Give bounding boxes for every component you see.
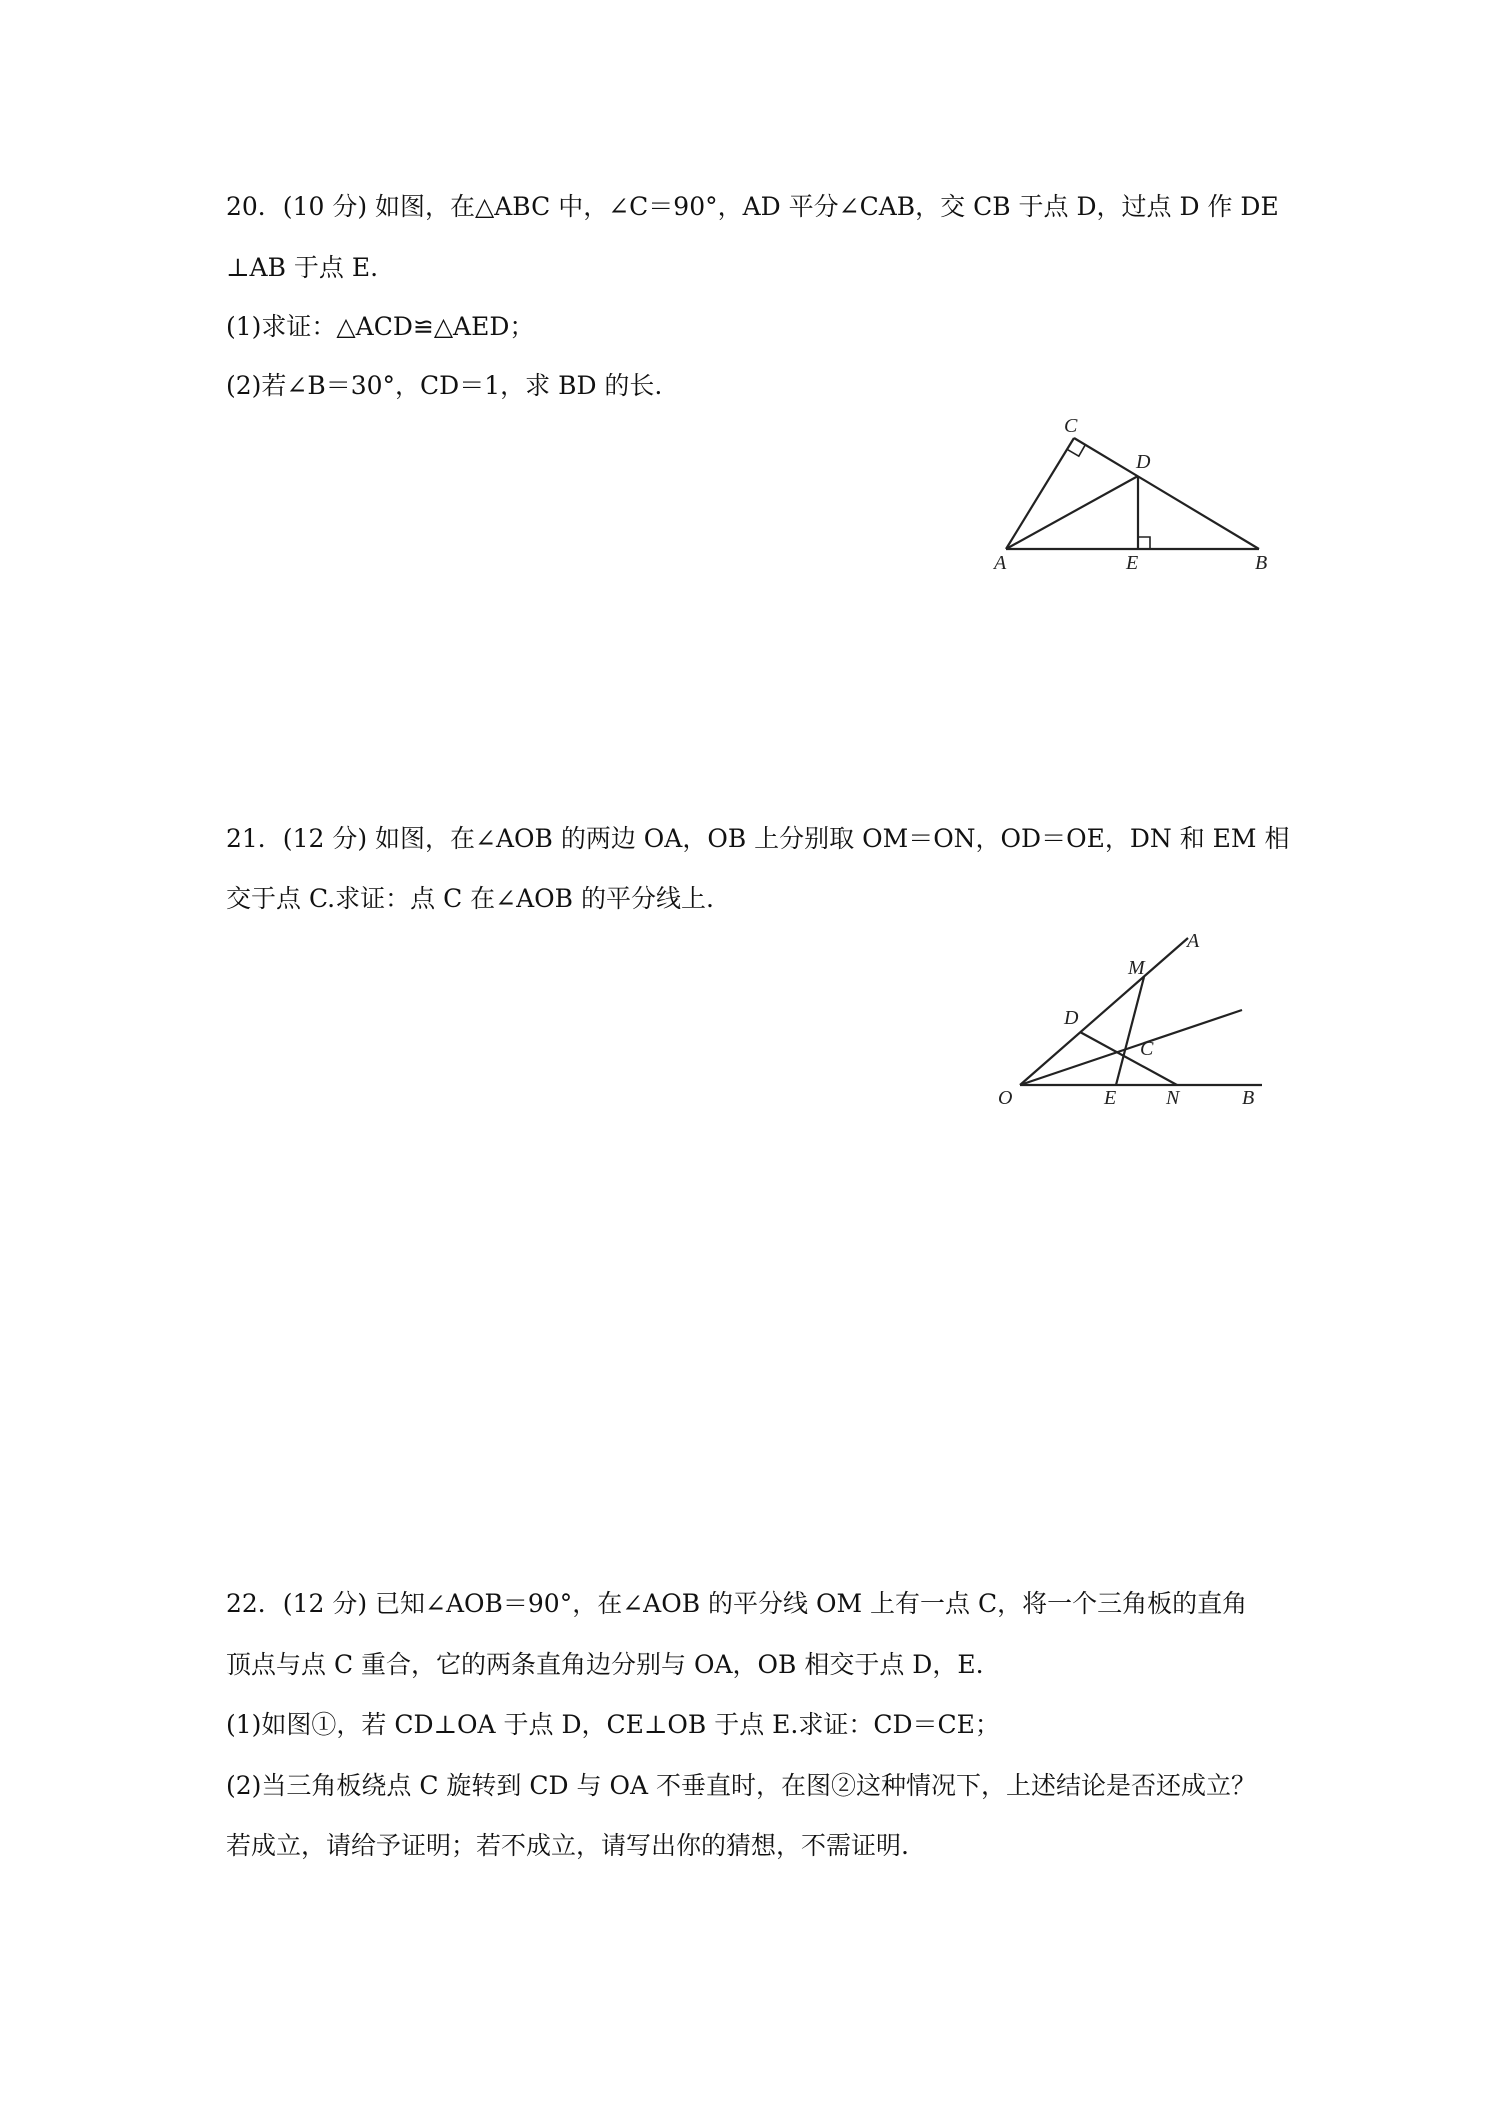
segment-AC [1006, 438, 1074, 549]
label-A: A [994, 552, 1007, 574]
label-B: B [1255, 552, 1268, 574]
label-N: N [1166, 1087, 1180, 1109]
label-O: O [998, 1087, 1013, 1109]
label-B: B [1242, 1087, 1255, 1109]
segment-EM [1116, 977, 1144, 1085]
label-D: D [1136, 451, 1151, 473]
label-D: D [1064, 1007, 1079, 1029]
q21-angle-figure [995, 920, 1280, 1110]
q21-text-line2: 交于点 C.求证：点 C 在∠AOB 的平分线上. [226, 884, 714, 913]
q20-text-line1: 20．(10 分) 如图，在△ABC 中，∠C＝90°，AD 平分∠CAB，交 CB 于点 D，过点 D 作 DE [226, 192, 1279, 221]
label-C: C [1140, 1038, 1154, 1060]
q20-part2: (2)若∠B＝30°，CD＝1，求 BD 的长. [226, 371, 663, 400]
q20-triangle-figure [980, 405, 1270, 585]
q20-part1: (1)求证：△ACD≌△AED； [226, 312, 535, 341]
ray-OA [1020, 938, 1188, 1085]
q21-text-line1: 21．(12 分) 如图，在∠AOB 的两边 OA，OB 上分别取 OM＝ON，OD＝OE，DN 和 EM 相 [226, 824, 1290, 853]
segment-AD [1006, 476, 1138, 549]
label-C: C [1064, 415, 1078, 437]
bisector-ray [1020, 1010, 1242, 1085]
label-M: M [1128, 957, 1145, 979]
q22-text-line1: 22．(12 分) 已知∠AOB＝90°，在∠AOB 的平分线 OM 上有一点 C，将一个三角板的直角 [226, 1589, 1248, 1618]
segment-CB [1074, 438, 1259, 549]
q22-part3: 若成立，请给予证明；若不成立，请写出你的猜想，不需证明. [226, 1831, 909, 1860]
q20-text-line2: ⊥AB 于点 E. [226, 253, 379, 282]
right-angle-mark-C [1068, 445, 1085, 456]
q22-part2: (2)当三角板绕点 C 旋转到 CD 与 OA 不垂直时，在图②这种情况下，上述结论是否还成立？ [226, 1771, 1256, 1800]
label-E: E [1104, 1087, 1117, 1109]
right-angle-mark-E [1138, 537, 1150, 549]
q22-text-line2: 顶点与点 C 重合，它的两条直角边分别与 OA，OB 相交于点 D，E. [226, 1650, 984, 1679]
label-A: A [1187, 930, 1200, 952]
label-E: E [1126, 552, 1139, 574]
q22-part1: (1)如图①，若 CD⊥OA 于点 D，CE⊥OB 于点 E.求证：CD＝CE； [226, 1710, 1000, 1739]
